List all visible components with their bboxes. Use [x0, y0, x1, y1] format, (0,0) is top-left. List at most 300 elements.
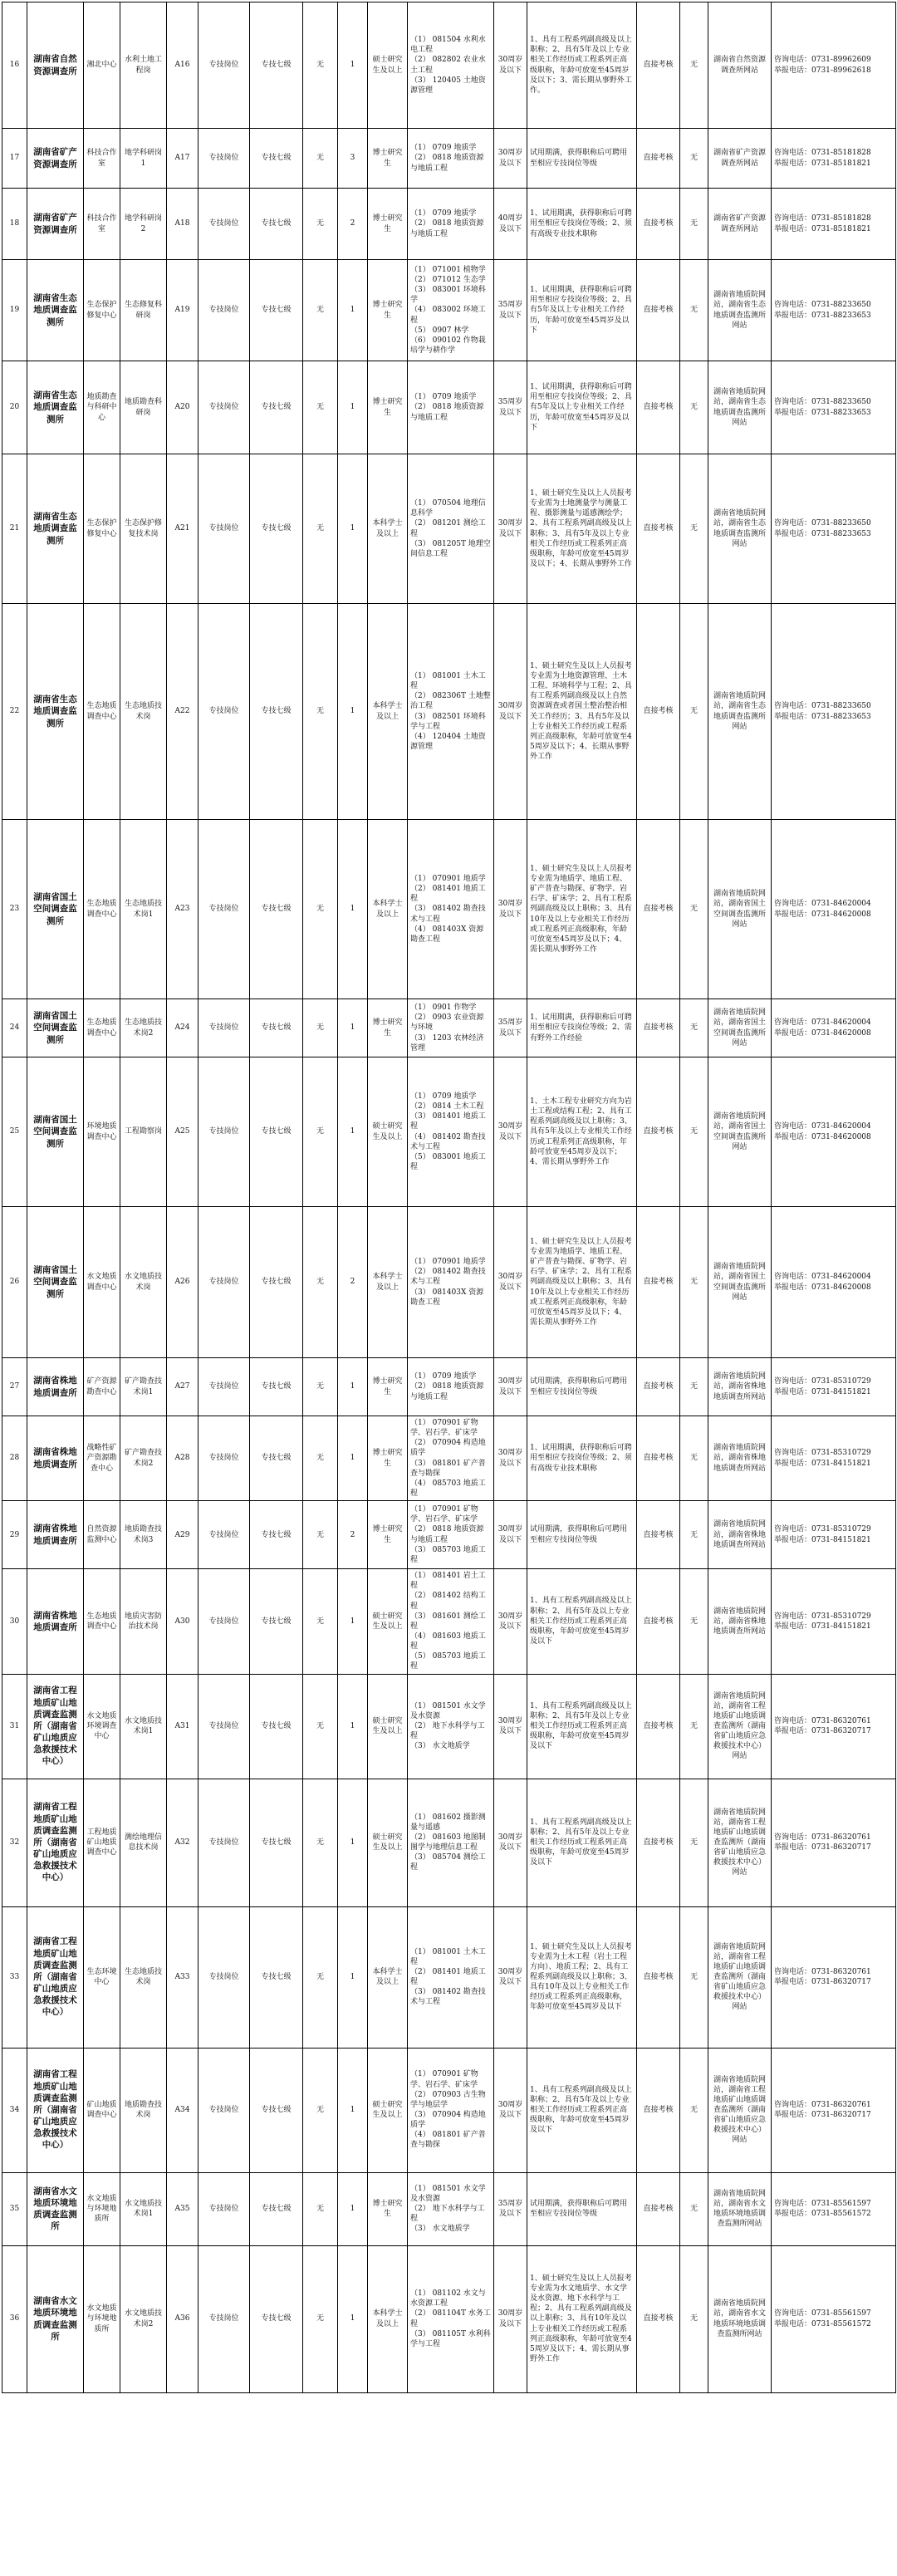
position-level: 专技七级 — [250, 2245, 303, 2392]
other-requirement: 无 — [303, 1416, 338, 1501]
remark: 无 — [680, 129, 708, 189]
contact-phones: 咨询电话：0731-85561597 举报电话：0731-85561572 — [772, 2245, 896, 2392]
table-row — [2, 2245, 896, 2392]
hire-count: 1 — [338, 1569, 368, 1674]
position-name: 水文地质技术岗1 — [120, 1674, 167, 1779]
department: 战略性矿产资源勘查中心 — [84, 1416, 120, 1501]
department: 矿产资源勘查中心 — [84, 1358, 120, 1416]
position-name: 水文地质技术岗 — [120, 1207, 167, 1358]
department: 生态保护修复中心 — [84, 454, 120, 604]
announcement-site: 湖南省地质院网站，湖南省国土空间调查监测所网站 — [708, 820, 772, 999]
position-code: A18 — [167, 189, 199, 260]
position-name: 生态地质技术岗2 — [120, 999, 167, 1057]
education-requirement: 博士研究生 — [368, 1416, 408, 1501]
table-row — [2, 1057, 896, 1207]
row-number: 21 — [2, 454, 27, 604]
major-requirement: （1） 0709 地质学 （2） 0818 地质资源与地质工程 — [408, 129, 494, 189]
hire-count: 3 — [338, 129, 368, 189]
position-category: 专技岗位 — [199, 604, 250, 820]
department: 生态地质调查中心 — [84, 820, 120, 999]
education-requirement: 博士研究生 — [368, 260, 408, 361]
announcement-site: 湖南省地质院网站，湖南省生态地质调查监测所网站 — [708, 604, 772, 820]
announcement-site: 湖南省地质院网站，湖南省工程地质矿山地质调查监测所（湖南省矿山地质应急救援技术中心）网站 — [708, 2048, 772, 2172]
remark: 无 — [680, 2, 708, 129]
age-requirement: 30周岁及以下 — [494, 1569, 527, 1674]
position-name: 生态保护修复技术岗 — [120, 454, 167, 604]
qualification-requirement: 试用期满，获得职称后可聘用至相应专技岗位等级 — [527, 2172, 637, 2245]
table-row — [2, 361, 896, 454]
announcement-site: 湖南省地质院网站，湖南省株地地质调查所网站 — [708, 1569, 772, 1674]
major-requirement: （1） 081602 摄影测量与遥感 （2） 081603 地图制图学与地理信息工程 （3） 085704 测绘工程 — [408, 1779, 494, 1906]
age-requirement: 35周岁及以下 — [494, 260, 527, 361]
major-requirement: （1） 081504 水利水电工程 （2） 082802 农业水土工程 （3） 120405 土地资源管理 — [408, 2, 494, 129]
remark: 无 — [680, 1569, 708, 1674]
department: 自然资源监测中心 — [84, 1501, 120, 1569]
department: 生态地质调查中心 — [84, 1569, 120, 1674]
exam-method: 直接考核 — [637, 2048, 680, 2172]
employer-unit: 湖南省株地地质调查所 — [27, 1416, 84, 1501]
position-category: 专技岗位 — [199, 1416, 250, 1501]
major-requirement: （1） 081401 岩土工程 （2） 081402 结构工程 （3） 081601 测绘工程 （4） 081603 地质工程 （5） 085703 地质工程 — [408, 1569, 494, 1674]
row-number: 17 — [2, 129, 27, 189]
remark: 无 — [680, 2245, 708, 2392]
table-row — [2, 1501, 896, 1569]
position-name: 生态地质技术岗 — [120, 1906, 167, 2048]
contact-phones: 咨询电话：0731-89962609 举报电话：0731-89962618 — [772, 2, 896, 129]
position-level: 专技七级 — [250, 999, 303, 1057]
other-requirement: 无 — [303, 1057, 338, 1207]
position-level: 专技七级 — [250, 2, 303, 129]
row-number: 34 — [2, 2048, 27, 2172]
education-requirement: 本科学士及以上 — [368, 454, 408, 604]
department: 生态地质调查中心 — [84, 999, 120, 1057]
contact-phones: 咨询电话：0731-85310729 举报电话：0731-84151821 — [772, 1569, 896, 1674]
position-name: 地质勘查技术岗3 — [120, 1501, 167, 1569]
exam-method: 直接考核 — [637, 129, 680, 189]
other-requirement: 无 — [303, 1501, 338, 1569]
major-requirement: （1） 081501 水文学及水资源 （2） 地下水科学与工程 （3） 水文地质学 — [408, 2172, 494, 2245]
major-requirement: （1） 081501 水文学及水资源 （2） 地下水科学与工程 （3） 水文地质学 — [408, 1674, 494, 1779]
position-code: A36 — [167, 2245, 199, 2392]
position-level: 专技七级 — [250, 1674, 303, 1779]
major-requirement: （1） 081102 水文与水资源工程 （2） 081104T 水务工程 （3） 081105T 水利科学与工程 — [408, 2245, 494, 2392]
qualification-requirement: 1、具有工程系列副高级及以上职称；2、具有5年及以上专业相关工作经历或工程系列正高级职称，年龄可放宽至45周岁及以下 — [527, 1674, 637, 1779]
education-requirement: 博士研究生 — [368, 361, 408, 454]
hire-count: 2 — [338, 189, 368, 260]
employer-unit: 湖南省水文地质环境地质调查监测所 — [27, 2245, 84, 2392]
hire-count: 1 — [338, 2245, 368, 2392]
remark: 无 — [680, 1057, 708, 1207]
major-requirement: （1） 0901 作物学 （2） 0903 农业资源与环境 （3） 1203 农林经济管理 — [408, 999, 494, 1057]
department: 科技合作室 — [84, 129, 120, 189]
employer-unit: 湖南省国土空间调查监测所 — [27, 820, 84, 999]
education-requirement: 博士研究生 — [368, 1358, 408, 1416]
position-category: 专技岗位 — [199, 2172, 250, 2245]
education-requirement: 本科学士及以上 — [368, 2245, 408, 2392]
recruitment-table — [2, 2, 896, 2393]
position-level: 专技七级 — [250, 1358, 303, 1416]
position-level: 专技七级 — [250, 129, 303, 189]
employer-unit: 湖南省水文地质环境地质调查监测所 — [27, 2172, 84, 2245]
position-level: 专技七级 — [250, 454, 303, 604]
major-requirement: （1） 070901 矿物学、岩石学、矿床学 （2） 0818 地质资源与地质工程 （3） 085703 地质工程 — [408, 1501, 494, 1569]
exam-method: 直接考核 — [637, 1057, 680, 1207]
announcement-site: 湖南省地质院网站，湖南省生态地质调查监测所网站 — [708, 361, 772, 454]
exam-method: 直接考核 — [637, 1674, 680, 1779]
position-level: 专技七级 — [250, 260, 303, 361]
major-requirement: （1） 0709 地质学 （2） 0814 土木工程 （3） 081401 地质工程 （4） 081402 勘查技术与工程 （5） 083001 地质工程 — [408, 1057, 494, 1207]
education-requirement: 本科学士及以上 — [368, 604, 408, 820]
other-requirement: 无 — [303, 2245, 338, 2392]
hire-count: 1 — [338, 1674, 368, 1779]
position-category: 专技岗位 — [199, 454, 250, 604]
table-row — [2, 1358, 896, 1416]
position-code: A24 — [167, 999, 199, 1057]
education-requirement: 博士研究生 — [368, 2172, 408, 2245]
other-requirement: 无 — [303, 361, 338, 454]
position-name: 地质勘查技术岗 — [120, 2048, 167, 2172]
qualification-requirement: 1、具有工程系列副高级及以上职称；2、具有5年及以上专业相关工作经历或工程系列正高级职称，年龄可放宽至45周岁及以下 — [527, 1569, 637, 1674]
age-requirement: 35周岁及以下 — [494, 361, 527, 454]
contact-phones: 咨询电话：0731-86320761 举报电话：0731-86320717 — [772, 1906, 896, 2048]
announcement-site: 湖南省地质院网站，湖南省国土空间调查监测所网站 — [708, 1057, 772, 1207]
age-requirement: 30周岁及以下 — [494, 604, 527, 820]
hire-count: 2 — [338, 1207, 368, 1358]
age-requirement: 30周岁及以下 — [494, 454, 527, 604]
other-requirement: 无 — [303, 189, 338, 260]
remark: 无 — [680, 1906, 708, 2048]
qualification-requirement: 试用期满，获得职称后可聘用至相应专技岗位等级 — [527, 129, 637, 189]
announcement-site: 湖南省矿产资源调查所网站 — [708, 129, 772, 189]
age-requirement: 30周岁及以下 — [494, 129, 527, 189]
contact-phones: 咨询电话：0731-85310729 举报电话：0731-84151821 — [772, 1416, 896, 1501]
age-requirement: 30周岁及以下 — [494, 2048, 527, 2172]
announcement-site: 湖南省地质院网站，湖南省工程地质矿山地质调查监测所（湖南省矿山地质应急救援技术中心）网站 — [708, 1674, 772, 1779]
employer-unit: 湖南省生态地质调查监测所 — [27, 604, 84, 820]
position-code: A28 — [167, 1416, 199, 1501]
position-code: A27 — [167, 1358, 199, 1416]
qualification-requirement: 1、试用期满，获得职称后可聘用至相应专技岗位等级；2、具有5年及以上专业相关工作经历，年龄可放宽至45周岁及以下 — [527, 260, 637, 361]
department: 水文地质环境调查中心 — [84, 1674, 120, 1779]
position-category: 专技岗位 — [199, 189, 250, 260]
employer-unit: 湖南省工程地质矿山地质调查监测所（湖南省矿山地质应急救援技术中心） — [27, 1906, 84, 2048]
position-category: 专技岗位 — [199, 1906, 250, 2048]
remark: 无 — [680, 1674, 708, 1779]
contact-phones: 咨询电话：0731-88233650 举报电话：0731-88233653 — [772, 604, 896, 820]
employer-unit: 湖南省生态地质调查监测所 — [27, 454, 84, 604]
table-row — [2, 260, 896, 361]
row-number: 16 — [2, 2, 27, 129]
announcement-site: 湖南省地质院网站，湖南省工程地质矿山地质调查监测所（湖南省矿山地质应急救援技术中心）网站 — [708, 1906, 772, 2048]
education-requirement: 本科学士及以上 — [368, 1207, 408, 1358]
other-requirement: 无 — [303, 129, 338, 189]
exam-method: 直接考核 — [637, 454, 680, 604]
exam-method: 直接考核 — [637, 1358, 680, 1416]
exam-method: 直接考核 — [637, 361, 680, 454]
remark: 无 — [680, 820, 708, 999]
contact-phones: 咨询电话：0731-88233650 举报电话：0731-88233653 — [772, 454, 896, 604]
other-requirement: 无 — [303, 1207, 338, 1358]
exam-method: 直接考核 — [637, 1207, 680, 1358]
hire-count: 1 — [338, 260, 368, 361]
row-number: 27 — [2, 1358, 27, 1416]
contact-phones: 咨询电话：0731-85181828 举报电话：0731-85181821 — [772, 189, 896, 260]
contact-phones: 咨询电话：0731-84620004 举报电话：0731-84620008 — [772, 999, 896, 1057]
contact-phones: 咨询电话：0731-86320761 举报电话：0731-86320717 — [772, 1674, 896, 1779]
position-level: 专技七级 — [250, 1416, 303, 1501]
row-number: 19 — [2, 260, 27, 361]
position-name: 水文地质技术岗1 — [120, 2172, 167, 2245]
age-requirement: 35周岁及以下 — [494, 999, 527, 1057]
position-name: 工程勘察岗 — [120, 1057, 167, 1207]
age-requirement: 30周岁及以下 — [494, 1358, 527, 1416]
qualification-requirement: 1、具有工程系列副高级及以上职称；2、具有5年及以上专业相关工作经历或工程系列正高级职称，年龄可放宽至45周岁及以下 — [527, 2048, 637, 2172]
announcement-site: 湖南省地质院网站，湖南省国土空间调查监测所网站 — [708, 999, 772, 1057]
position-level: 专技七级 — [250, 1906, 303, 2048]
major-requirement: （1） 070504 地理信息科学 （2） 081201 测绘工程 （3） 081205T 地理空间信息工程 — [408, 454, 494, 604]
employer-unit: 湖南省株地地质调查所 — [27, 1358, 84, 1416]
education-requirement: 本科学士及以上 — [368, 1906, 408, 2048]
education-requirement: 博士研究生 — [368, 999, 408, 1057]
education-requirement: 博士研究生 — [368, 129, 408, 189]
position-level: 专技七级 — [250, 1569, 303, 1674]
row-number: 33 — [2, 1906, 27, 2048]
table-row — [2, 1416, 896, 1501]
position-category: 专技岗位 — [199, 2245, 250, 2392]
remark: 无 — [680, 999, 708, 1057]
age-requirement: 40周岁及以下 — [494, 189, 527, 260]
employer-unit: 湖南省株地地质调查所 — [27, 1501, 84, 1569]
qualification-requirement: 1、具有工程系列副高级及以上职称；2、具有5年及以上专业相关工作经历或工程系列正高级职称，年龄可放宽至45周岁及以下；3、需长期从事野外工作。 — [527, 2, 637, 129]
hire-count: 1 — [338, 1358, 368, 1416]
age-requirement: 30周岁及以下 — [494, 1057, 527, 1207]
other-requirement: 无 — [303, 2, 338, 129]
position-category: 专技岗位 — [199, 260, 250, 361]
major-requirement: （1） 070901 地质学 （2） 081402 勘查技术与工程 （3） 081403X 资源勘查工程 — [408, 1207, 494, 1358]
department: 科技合作室 — [84, 189, 120, 260]
qualification-requirement: 试用期满，获得职称后可聘用至相应专技岗位等级 — [527, 1501, 637, 1569]
exam-method: 直接考核 — [637, 1906, 680, 2048]
position-code: A17 — [167, 129, 199, 189]
announcement-site: 湖南省地质院网站，湖南省株地地质调查所网站 — [708, 1416, 772, 1501]
position-code: A29 — [167, 1501, 199, 1569]
other-requirement: 无 — [303, 1779, 338, 1906]
table-row — [2, 454, 896, 604]
other-requirement: 无 — [303, 260, 338, 361]
other-requirement: 无 — [303, 820, 338, 999]
exam-method: 直接考核 — [637, 1416, 680, 1501]
remark: 无 — [680, 1207, 708, 1358]
qualification-requirement: 1、硕士研究生及以上人员报考专业需为水文地质学、水文学及水资源、地下水科学与工程；2、具有工程系列副高级及以上职称；3、具有10年及以上专业相关工作经历或工程系列正高级职称，年龄可放宽至45周岁及以下；4、需长期从事野外工作 — [527, 2245, 637, 2392]
department: 水文地质调查中心 — [84, 1207, 120, 1358]
qualification-requirement: 1、硕士研究生及以上人员报考专业需为土木工程（岩土工程方向）、地质工程；2、具有工程系列副高级及以上职称；3、具有10年及以上专业相关工作经历或工程系列正高级职称，年龄可放宽至45周岁及以下 — [527, 1906, 637, 2048]
table-row — [2, 1906, 896, 2048]
announcement-site: 湖南省地质院网站，湖南省生态地质调查监测所网站 — [708, 454, 772, 604]
age-requirement: 30周岁及以下 — [494, 1674, 527, 1779]
row-number: 18 — [2, 189, 27, 260]
position-code: A30 — [167, 1569, 199, 1674]
hire-count: 1 — [338, 2, 368, 129]
remark: 无 — [680, 2172, 708, 2245]
position-level: 专技七级 — [250, 2172, 303, 2245]
position-code: A31 — [167, 1674, 199, 1779]
position-name: 地质灾害防治技术岗 — [120, 1569, 167, 1674]
announcement-site: 湖南省地质院网站，湖南省株地地质调查所网站 — [708, 1501, 772, 1569]
position-category: 专技岗位 — [199, 1569, 250, 1674]
table-row — [2, 1569, 896, 1674]
exam-method: 直接考核 — [637, 1779, 680, 1906]
position-level: 专技七级 — [250, 820, 303, 999]
position-name: 地学科研岗1 — [120, 129, 167, 189]
position-level: 专技七级 — [250, 361, 303, 454]
employer-unit: 湖南省生态地质调查监测所 — [27, 361, 84, 454]
major-requirement: （1） 0709 地质学 （2） 0818 地质资源与地质工程 — [408, 361, 494, 454]
table-row — [2, 604, 896, 820]
department: 环境地质调查中心 — [84, 1057, 120, 1207]
position-category: 专技岗位 — [199, 999, 250, 1057]
age-requirement: 30周岁及以下 — [494, 2, 527, 129]
education-requirement: 硕士研究生及以上 — [368, 2, 408, 129]
row-number: 20 — [2, 361, 27, 454]
other-requirement: 无 — [303, 454, 338, 604]
age-requirement: 30周岁及以下 — [494, 1416, 527, 1501]
row-number: 24 — [2, 999, 27, 1057]
position-code: A16 — [167, 2, 199, 129]
department: 工程地质矿山地质调查中心 — [84, 1779, 120, 1906]
exam-method: 直接考核 — [637, 604, 680, 820]
education-requirement: 硕士研究生及以上 — [368, 1674, 408, 1779]
education-requirement: 硕士研究生及以上 — [368, 1779, 408, 1906]
hire-count: 1 — [338, 2172, 368, 2245]
position-code: A21 — [167, 454, 199, 604]
department: 生态保护修复中心 — [84, 260, 120, 361]
hire-count: 1 — [338, 2048, 368, 2172]
position-category: 专技岗位 — [199, 1057, 250, 1207]
row-number: 36 — [2, 2245, 27, 2392]
exam-method: 直接考核 — [637, 820, 680, 999]
row-number: 32 — [2, 1779, 27, 1906]
other-requirement: 无 — [303, 999, 338, 1057]
remark: 无 — [680, 260, 708, 361]
table-row — [2, 2172, 896, 2245]
hire-count: 1 — [338, 1779, 368, 1906]
employer-unit: 湖南省工程地质矿山地质调查监测所（湖南省矿山地质应急救援技术中心） — [27, 2048, 84, 2172]
row-number: 31 — [2, 1674, 27, 1779]
department: 生态地质调查中心 — [84, 604, 120, 820]
other-requirement: 无 — [303, 604, 338, 820]
position-name: 矿产勘查技术岗2 — [120, 1416, 167, 1501]
other-requirement: 无 — [303, 1674, 338, 1779]
remark: 无 — [680, 361, 708, 454]
education-requirement: 硕士研究生及以上 — [368, 1057, 408, 1207]
row-number: 26 — [2, 1207, 27, 1358]
exam-method: 直接考核 — [637, 2245, 680, 2392]
employer-unit: 湖南省国土空间调查监测所 — [27, 1057, 84, 1207]
remark: 无 — [680, 1358, 708, 1416]
position-category: 专技岗位 — [199, 1501, 250, 1569]
contact-phones: 咨询电话：0731-85310729 举报电话：0731-84151821 — [772, 1358, 896, 1416]
major-requirement: （1） 081001 土木工程 （2） 082306T 土地整治工程 （3） 082501 环境科学与工程 （4） 120404 土地资源管理 — [408, 604, 494, 820]
row-number: 22 — [2, 604, 27, 820]
department: 水文地质与环境地质所 — [84, 2245, 120, 2392]
major-requirement: （1） 070901 矿物学、岩石学、矿床学 （2） 070903 古生物学与地层学 （3） 070904 构造地质学 （4） 081801 矿产普查与勘探 — [408, 2048, 494, 2172]
employer-unit: 湖南省矿产资源调查所 — [27, 189, 84, 260]
employer-unit: 湖南省株地地质调查所 — [27, 1569, 84, 1674]
position-level: 专技七级 — [250, 2048, 303, 2172]
department: 地质勘查与科研中心 — [84, 361, 120, 454]
hire-count: 1 — [338, 820, 368, 999]
department: 湘北中心 — [84, 2, 120, 129]
remark: 无 — [680, 454, 708, 604]
announcement-site: 湖南省矿产资源调查所网站 — [708, 189, 772, 260]
position-code: A32 — [167, 1779, 199, 1906]
contact-phones: 咨询电话：0731-86320761 举报电话：0731-86320717 — [772, 1779, 896, 1906]
table-row — [2, 820, 896, 999]
age-requirement: 30周岁及以下 — [494, 1779, 527, 1906]
row-number: 30 — [2, 1569, 27, 1674]
hire-count: 2 — [338, 1501, 368, 1569]
hire-count: 1 — [338, 361, 368, 454]
department: 生态环境中心 — [84, 1906, 120, 2048]
exam-method: 直接考核 — [637, 999, 680, 1057]
position-name: 地质勘查科研岗 — [120, 361, 167, 454]
position-level: 专技七级 — [250, 1207, 303, 1358]
position-name: 地学科研岗2 — [120, 189, 167, 260]
other-requirement: 无 — [303, 1569, 338, 1674]
position-code: A34 — [167, 2048, 199, 2172]
department: 水文地质与环境地质所 — [84, 2172, 120, 2245]
position-code: A19 — [167, 260, 199, 361]
position-code: A23 — [167, 820, 199, 999]
other-requirement: 无 — [303, 1906, 338, 2048]
qualification-requirement: 试用期满，获得职称后可聘用至相应专技岗位等级 — [527, 1358, 637, 1416]
age-requirement: 30周岁及以下 — [494, 1906, 527, 2048]
announcement-site: 湖南省地质院网站，湖南省水文地质环境地质调查监测所网站 — [708, 2172, 772, 2245]
contact-phones: 咨询电话：0731-84620004 举报电话：0731-84620008 — [772, 1057, 896, 1207]
contact-phones: 咨询电话：0731-85181828 举报电话：0731-85181821 — [772, 129, 896, 189]
table-row — [2, 999, 896, 1057]
employer-unit: 湖南省国土空间调查监测所 — [27, 1207, 84, 1358]
education-requirement: 博士研究生 — [368, 189, 408, 260]
remark: 无 — [680, 1779, 708, 1906]
position-name: 水文地质技术岗2 — [120, 2245, 167, 2392]
position-name: 水利土地工程岗 — [120, 2, 167, 129]
qualification-requirement: 1、试用期满，获得职称后可聘用至相应专技岗位等级；2、须有高级专业技术职称 — [527, 1416, 637, 1501]
contact-phones: 咨询电话：0731-86320761 举报电话：0731-86320717 — [772, 2048, 896, 2172]
position-level: 专技七级 — [250, 1501, 303, 1569]
employer-unit: 湖南省矿产资源调查所 — [27, 129, 84, 189]
contact-phones: 咨询电话：0731-85310729 举报电话：0731-84151821 — [772, 1501, 896, 1569]
major-requirement: （1） 070901 地质学 （2） 081401 地质工程 （3） 081402 勘查技术与工程 （4） 081403X 资源勘查工程 — [408, 820, 494, 999]
contact-phones: 咨询电话：0731-88233650 举报电话：0731-88233653 — [772, 260, 896, 361]
age-requirement: 30周岁及以下 — [494, 1501, 527, 1569]
hire-count: 1 — [338, 1416, 368, 1501]
employer-unit: 湖南省工程地质矿山地质调查监测所（湖南省矿山地质应急救援技术中心） — [27, 1674, 84, 1779]
other-requirement: 无 — [303, 2172, 338, 2245]
position-level: 专技七级 — [250, 1779, 303, 1906]
exam-method: 直接考核 — [637, 189, 680, 260]
exam-method: 直接考核 — [637, 2, 680, 129]
remark: 无 — [680, 1416, 708, 1501]
major-requirement: （1） 0709 地质学 （2） 0818 地质资源与地质工程 — [408, 1358, 494, 1416]
hire-count: 1 — [338, 999, 368, 1057]
major-requirement: （1） 081001 土木工程 （2） 081401 地质工程 （3） 081402 勘查技术与工程 — [408, 1906, 494, 2048]
table-row — [2, 2, 896, 129]
position-category: 专技岗位 — [199, 361, 250, 454]
position-level: 专技七级 — [250, 189, 303, 260]
row-number: 35 — [2, 2172, 27, 2245]
remark: 无 — [680, 604, 708, 820]
